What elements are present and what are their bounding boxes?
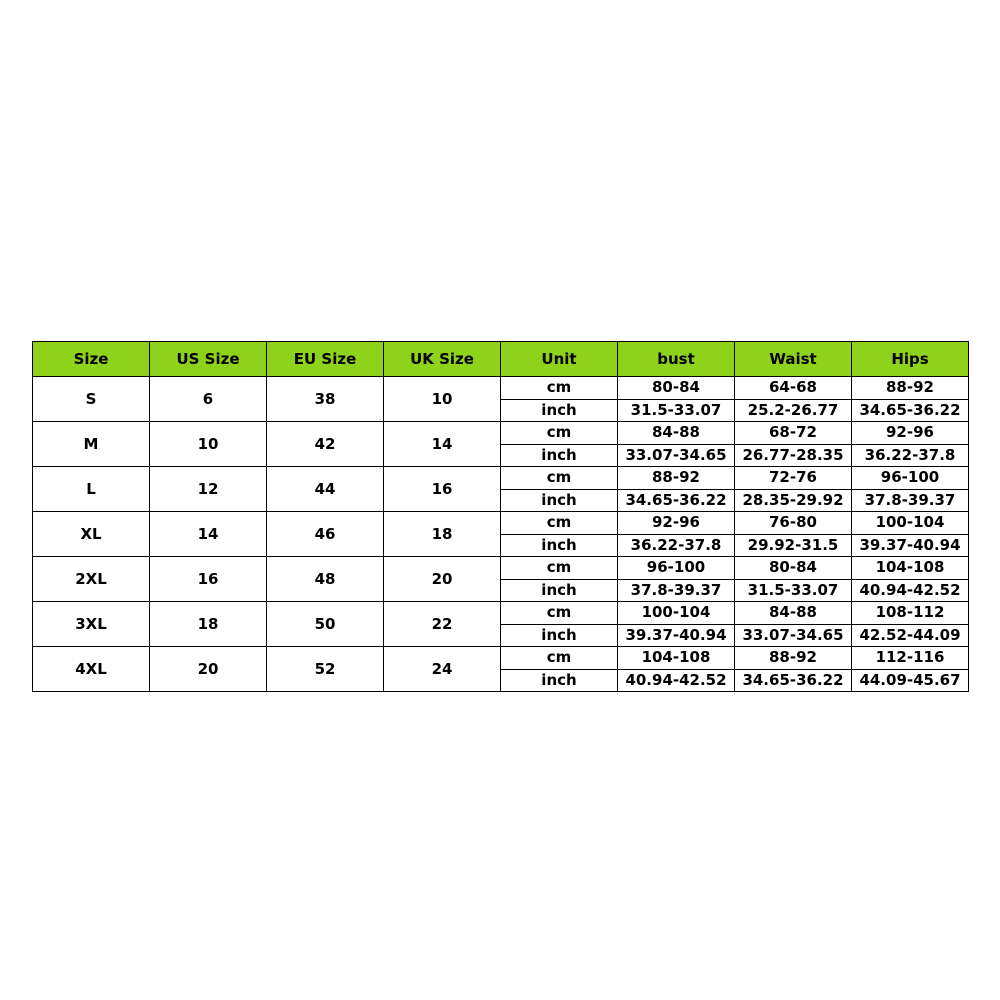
- hips-cell: 100-104: [852, 512, 969, 535]
- waist-cell: 33.07-34.65: [735, 624, 852, 647]
- hips-cell: 104-108: [852, 557, 969, 580]
- header-row: [33, 342, 969, 377]
- table-row: [33, 512, 969, 535]
- header-uk-size: UK Size: [384, 342, 501, 377]
- hips-cell: 37.8-39.37: [852, 489, 969, 512]
- hips-cell: 42.52-44.09: [852, 624, 969, 647]
- header-us-size: US Size: [150, 342, 267, 377]
- table-row: [33, 467, 969, 490]
- waist-cell: 68-72: [735, 422, 852, 445]
- header-waist: Waist: [735, 342, 852, 377]
- bust-cell: 96-100: [618, 557, 735, 580]
- hips-cell: 96-100: [852, 467, 969, 490]
- size-chart-table: [32, 341, 969, 692]
- waist-cell: 80-84: [735, 557, 852, 580]
- uk-size-cell: 24: [384, 647, 501, 692]
- bust-cell: 37.8-39.37: [618, 579, 735, 602]
- unit-cell: inch: [501, 669, 618, 692]
- uk-size-cell: 22: [384, 602, 501, 647]
- unit-cell: inch: [501, 624, 618, 647]
- waist-cell: 31.5-33.07: [735, 579, 852, 602]
- unit-cell: cm: [501, 467, 618, 490]
- hips-cell: 92-96: [852, 422, 969, 445]
- table-row: [33, 602, 969, 625]
- unit-cell: inch: [501, 534, 618, 557]
- bust-cell: 33.07-34.65: [618, 444, 735, 467]
- waist-cell: 29.92-31.5: [735, 534, 852, 557]
- us-size-cell: 20: [150, 647, 267, 692]
- unit-cell: cm: [501, 377, 618, 400]
- hips-cell: 39.37-40.94: [852, 534, 969, 557]
- table-row: [33, 647, 969, 670]
- uk-size-cell: 14: [384, 422, 501, 467]
- uk-size-cell: 20: [384, 557, 501, 602]
- eu-size-cell: 38: [267, 377, 384, 422]
- unit-cell: cm: [501, 422, 618, 445]
- hips-cell: 88-92: [852, 377, 969, 400]
- bust-cell: 92-96: [618, 512, 735, 535]
- header-size: Size: [33, 342, 150, 377]
- unit-cell: cm: [501, 512, 618, 535]
- bust-cell: 100-104: [618, 602, 735, 625]
- bust-cell: 34.65-36.22: [618, 489, 735, 512]
- hips-cell: 112-116: [852, 647, 969, 670]
- waist-cell: 34.65-36.22: [735, 669, 852, 692]
- unit-cell: inch: [501, 579, 618, 602]
- eu-size-cell: 44: [267, 467, 384, 512]
- unit-cell: cm: [501, 647, 618, 670]
- size-chart-body: [33, 377, 969, 692]
- us-size-cell: 16: [150, 557, 267, 602]
- uk-size-cell: 16: [384, 467, 501, 512]
- size-cell: M: [33, 422, 150, 467]
- header-hips: Hips: [852, 342, 969, 377]
- bust-cell: 88-92: [618, 467, 735, 490]
- table-row: [33, 557, 969, 580]
- waist-cell: 84-88: [735, 602, 852, 625]
- size-cell: XL: [33, 512, 150, 557]
- unit-cell: cm: [501, 557, 618, 580]
- eu-size-cell: 52: [267, 647, 384, 692]
- uk-size-cell: 10: [384, 377, 501, 422]
- size-cell: 3XL: [33, 602, 150, 647]
- header-unit: Unit: [501, 342, 618, 377]
- eu-size-cell: 50: [267, 602, 384, 647]
- unit-cell: cm: [501, 602, 618, 625]
- unit-cell: inch: [501, 399, 618, 422]
- eu-size-cell: 48: [267, 557, 384, 602]
- table-row: [33, 377, 969, 400]
- us-size-cell: 14: [150, 512, 267, 557]
- hips-cell: 44.09-45.67: [852, 669, 969, 692]
- bust-cell: 36.22-37.8: [618, 534, 735, 557]
- waist-cell: 28.35-29.92: [735, 489, 852, 512]
- bust-cell: 39.37-40.94: [618, 624, 735, 647]
- hips-cell: 34.65-36.22: [852, 399, 969, 422]
- size-cell: L: [33, 467, 150, 512]
- waist-cell: 64-68: [735, 377, 852, 400]
- eu-size-cell: 42: [267, 422, 384, 467]
- hips-cell: 40.94-42.52: [852, 579, 969, 602]
- hips-cell: 36.22-37.8: [852, 444, 969, 467]
- bust-cell: 104-108: [618, 647, 735, 670]
- us-size-cell: 10: [150, 422, 267, 467]
- unit-cell: inch: [501, 444, 618, 467]
- us-size-cell: 6: [150, 377, 267, 422]
- waist-cell: 88-92: [735, 647, 852, 670]
- header-eu-size: EU Size: [267, 342, 384, 377]
- bust-cell: 31.5-33.07: [618, 399, 735, 422]
- bust-cell: 40.94-42.52: [618, 669, 735, 692]
- size-cell: 2XL: [33, 557, 150, 602]
- waist-cell: 72-76: [735, 467, 852, 490]
- unit-cell: inch: [501, 489, 618, 512]
- table-row: [33, 422, 969, 445]
- size-cell: 4XL: [33, 647, 150, 692]
- us-size-cell: 12: [150, 467, 267, 512]
- waist-cell: 26.77-28.35: [735, 444, 852, 467]
- header-bust: bust: [618, 342, 735, 377]
- eu-size-cell: 46: [267, 512, 384, 557]
- uk-size-cell: 18: [384, 512, 501, 557]
- waist-cell: 76-80: [735, 512, 852, 535]
- us-size-cell: 18: [150, 602, 267, 647]
- bust-cell: 84-88: [618, 422, 735, 445]
- waist-cell: 25.2-26.77: [735, 399, 852, 422]
- hips-cell: 108-112: [852, 602, 969, 625]
- size-cell: S: [33, 377, 150, 422]
- bust-cell: 80-84: [618, 377, 735, 400]
